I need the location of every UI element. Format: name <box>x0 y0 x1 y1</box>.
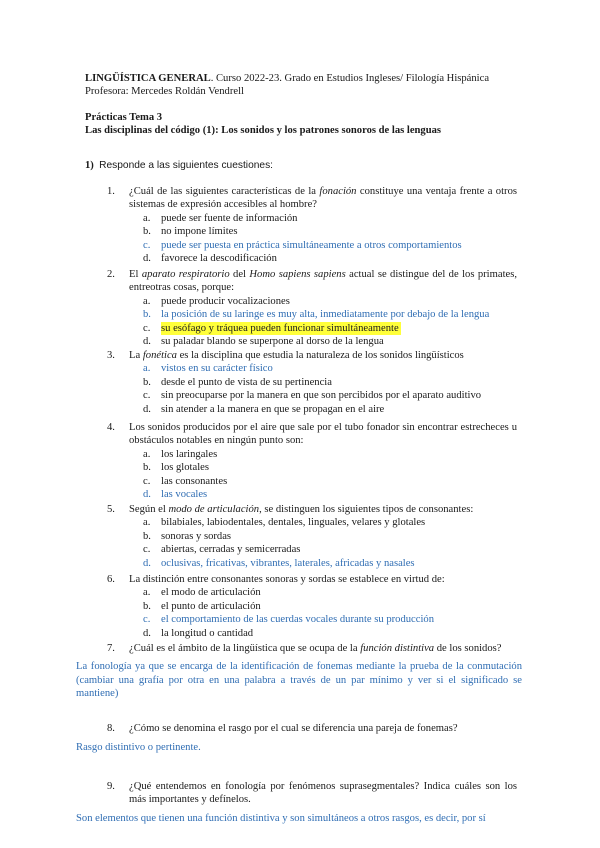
question-number: 8. <box>107 723 115 734</box>
options-list <box>143 295 517 349</box>
question-text: ¿Qué entendemos en fonología por fenómenos suprasegmentales? Indica cuáles son los más importantes y defínelos. <box>129 781 517 806</box>
option-d: d. favorece la descodificación <box>143 252 277 264</box>
options-list <box>143 212 517 266</box>
answer-8: Rasgo distintivo o pertinente. <box>76 742 201 753</box>
question-3 <box>107 349 517 416</box>
question-7 <box>107 642 517 655</box>
intro-text: Responde a las siguientes cuestiones: <box>99 160 273 171</box>
options-list <box>143 516 517 570</box>
option-b-selected: b. la posición de su laringe es muy alta, inmediatamente por debajo de la lengua <box>143 309 490 321</box>
question-number: 7. <box>107 643 115 654</box>
answer-9: Son elementos que tienen una función distintiva y son simultáneos a otros rasgos, es decir, por sí <box>76 813 486 824</box>
options-list <box>143 586 517 640</box>
option-c-highlighted: c. su esófago y tráquea pueden funcionar simultáneamente <box>143 322 399 334</box>
question-number: 5. <box>107 504 115 515</box>
option-a: a. puede producir vocalizaciones <box>143 295 290 307</box>
options-list <box>143 448 517 502</box>
option-a: a. los laringales <box>143 448 218 460</box>
question-text: ¿Cómo se denomina el rasgo por el cual se diferencia una pareja de fonemas? <box>129 723 458 734</box>
intro-number: 1) <box>85 160 94 171</box>
professor-line: Profesora: Mercedes Roldán Vendrell <box>85 86 244 97</box>
option-d: d. su paladar blando se superpone al dorso de la lengua <box>143 335 384 347</box>
option-b: b. el punto de articulación <box>143 600 261 612</box>
intro-line <box>85 160 273 171</box>
question-number: 9. <box>107 781 115 792</box>
question-8 <box>107 722 517 735</box>
question-4 <box>107 421 517 501</box>
option-d-selected: d. oclusivas, fricativas, vibrantes, laterales, africadas y nasales <box>143 557 415 569</box>
question-number: 3. <box>107 350 115 361</box>
option-c: c. las consonantes <box>143 475 228 487</box>
question-2 <box>107 268 517 348</box>
question-number: 1. <box>107 186 115 197</box>
option-c: c. abiertas, cerradas y semicerradas <box>143 544 301 556</box>
answer-7: La fonología ya que se encarga de la identificación de fonemas mediante la prueba de la conmutación (cambiar una grafía por otra en una palabra a través de un par mínimo y ver si el significado se mantiene) <box>76 661 522 700</box>
practice-title: Prácticas Tema 3 <box>85 112 163 123</box>
question-6 <box>107 573 517 640</box>
question-text: La fonética es la disciplina que estudia la naturaleza de los sonidos lingüísticos <box>129 350 464 361</box>
option-b: b. los glotales <box>143 462 209 474</box>
question-text: ¿Cuál de las siguientes características de la fonación constituye una ventaja frente a otros sistemas de expresión accesibles al hombre? <box>129 186 517 211</box>
option-a: a. bilabiales, labiodentales, dentales, linguales, velares y glotales <box>143 517 426 529</box>
course-details: . Curso 2022-23. Grado en Estudios Ingleses/ Filología Hispánica <box>210 73 490 84</box>
option-b: b. no impone límites <box>143 226 238 238</box>
option-d: d. sin atender a la manera en que se propagan en el aire <box>143 403 385 415</box>
option-a: a. el modo de articulación <box>143 587 261 599</box>
question-9 <box>107 780 517 807</box>
question-1 <box>107 185 517 265</box>
question-number: 4. <box>107 422 115 433</box>
option-a: a. puede ser fuente de información <box>143 212 298 224</box>
course-title: LINGÜÍSTICA GENERAL <box>85 73 211 84</box>
option-d-selected: d. las vocales <box>143 488 208 500</box>
course-line <box>85 72 489 85</box>
question-text: Los sonidos producidos por el aire que sale por el tubo fonador sin encontrar estrecheces u obstáculos notables en ningún punto son: <box>129 422 517 447</box>
option-c: c. sin preocuparse por la manera en que son percibidos por el aparato auditivo <box>143 390 482 402</box>
option-c-selected: c. puede ser puesta en práctica simultáneamente a otros comportamientos <box>143 239 462 251</box>
question-5 <box>107 503 517 570</box>
question-text: ¿Cuál es el ámbito de la lingüística que se ocupa de la función distintiva de los sonidos? <box>129 643 502 654</box>
question-text: La distinción entre consonantes sonoras y sordas se establece en virtud de: <box>129 574 445 585</box>
option-b: b. desde el punto de vista de su pertinencia <box>143 376 332 388</box>
question-text: Según el modo de articulación, se distinguen los siguientes tipos de consonantes: <box>129 504 474 515</box>
question-number: 6. <box>107 574 115 585</box>
question-number: 2. <box>107 269 115 280</box>
option-c-selected: c. el comportamiento de las cuerdas vocales durante su producción <box>143 614 434 626</box>
option-d: d. la longitud o cantidad <box>143 627 254 639</box>
options-list <box>143 362 517 416</box>
option-a-selected: a. vistos en su carácter físico <box>143 363 273 375</box>
practice-subtitle: Las disciplinas del código (1): Los sonidos y los patrones sonoros de las lenguas <box>85 125 442 136</box>
option-b: b. sonoras y sordas <box>143 530 232 542</box>
question-text: El aparato respiratorio del Homo sapiens sapiens actual se distingue del de los primates, entreotras cosas, porque: <box>129 269 517 294</box>
